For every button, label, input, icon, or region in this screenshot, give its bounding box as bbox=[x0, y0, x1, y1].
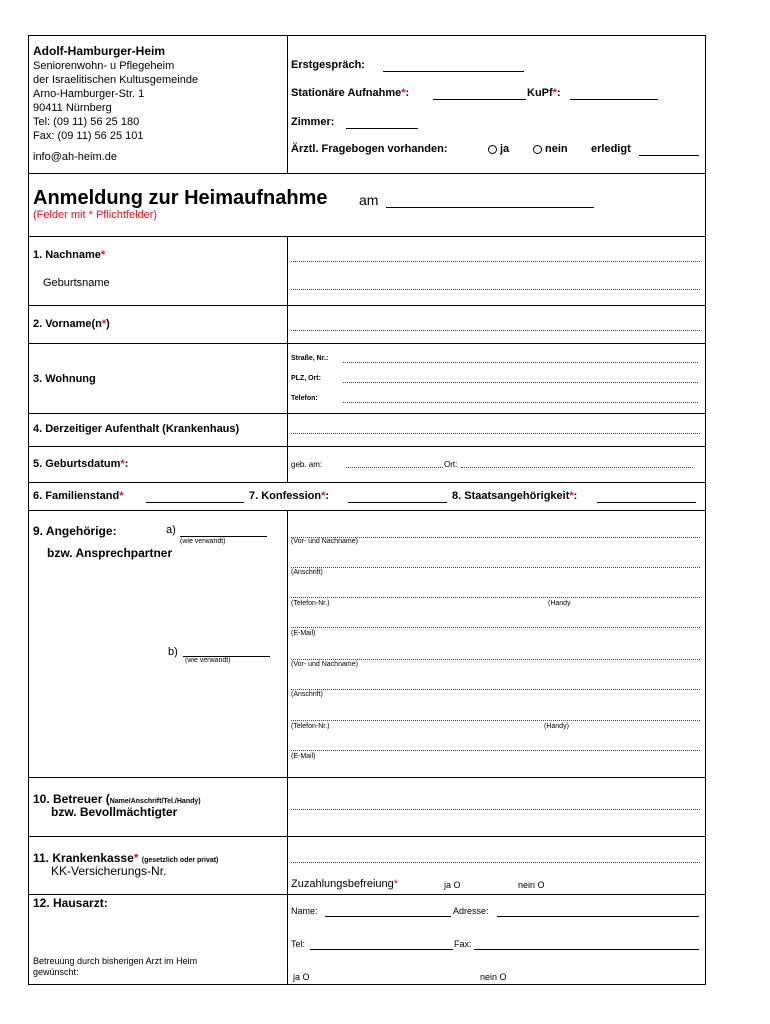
kupf-field[interactable] bbox=[570, 99, 658, 100]
required-note: (Felder mit * Pflichtfelder) bbox=[33, 209, 158, 221]
arzt-fax-field[interactable] bbox=[474, 949, 699, 950]
wohnung-label: 3. Wohnung bbox=[33, 373, 96, 385]
divider-title bbox=[28, 236, 706, 237]
org-line: Tel: (09 11) 56 25 180 bbox=[33, 116, 140, 128]
org-line: 90411 Nürnberg bbox=[33, 102, 112, 114]
arzt-name-field[interactable] bbox=[325, 916, 451, 917]
erledigt-field[interactable] bbox=[639, 155, 699, 156]
zimmer-field[interactable] bbox=[346, 128, 418, 129]
betreuung-line: Betreuung durch bisherigen Arzt im Heim bbox=[33, 956, 198, 966]
divider-4 bbox=[28, 446, 706, 447]
geb-am-field[interactable] bbox=[346, 467, 443, 468]
konfession-label: 7. Konfession*: bbox=[249, 490, 330, 502]
a-name-caption: (Vor- und Nachname) bbox=[291, 538, 358, 545]
radio-nein[interactable] bbox=[533, 145, 542, 154]
erstgespraech-field[interactable] bbox=[383, 71, 524, 72]
nachname-field[interactable] bbox=[291, 261, 700, 262]
arzt-tel-label: Tel: bbox=[291, 939, 306, 949]
b-email-caption: (E-Mail) bbox=[291, 753, 316, 760]
geburtsname-label: Geburtsname bbox=[43, 277, 110, 289]
org-line: Seniorenwohn- u Pflegeheim bbox=[33, 60, 175, 72]
kupf-label: KuPf*: bbox=[527, 87, 561, 99]
org-email: info@ah-heim.de bbox=[33, 151, 117, 163]
fragebogen-label: Ärztl. Fragebogen vorhanden: bbox=[291, 143, 448, 155]
divider-6 bbox=[28, 510, 706, 511]
vorname-label: 2. Vorname(n*) bbox=[33, 318, 110, 330]
b-telefon-field[interactable] bbox=[291, 720, 700, 721]
zuzahlung-nein-option[interactable]: nein O bbox=[518, 880, 545, 890]
geb-ort-label: Ort: bbox=[444, 460, 458, 469]
b-email-field[interactable] bbox=[291, 750, 700, 751]
b-anschrift-caption: (Anschrift) bbox=[291, 691, 323, 698]
divider-header bbox=[28, 173, 706, 174]
radio-ja[interactable] bbox=[488, 145, 497, 154]
b-name-caption: (Vor- und Nachname) bbox=[291, 661, 358, 668]
b-name-field[interactable] bbox=[291, 659, 700, 660]
wie-verwandt-a: (wie verwandt) bbox=[180, 538, 226, 545]
erstgespraech-label: Erstgespräch: bbox=[291, 59, 365, 71]
a-email-caption: (E-Mail) bbox=[291, 630, 316, 637]
page-title: Anmeldung zur Heimaufnahme bbox=[33, 187, 328, 209]
plz-label: PLZ, Ort: bbox=[291, 375, 321, 382]
familienstand-field[interactable] bbox=[146, 502, 244, 503]
divider-10 bbox=[28, 836, 706, 837]
stationaer-field[interactable] bbox=[433, 99, 526, 100]
angehoerige-label: 9. Angehörige: bbox=[33, 524, 117, 538]
aufenthalt-field[interactable] bbox=[291, 433, 700, 434]
geburtsdatum-label: 5. Geburtsdatum*: bbox=[33, 458, 129, 470]
a-anschrift-field[interactable] bbox=[291, 567, 700, 568]
divider-1 bbox=[28, 305, 706, 306]
arzt-tel-field[interactable] bbox=[310, 949, 453, 950]
krankenkasse-field[interactable] bbox=[291, 862, 700, 863]
divider-5 bbox=[28, 482, 706, 483]
org-line: Arno-Hamburger-Str. 1 bbox=[33, 88, 145, 100]
divider-3 bbox=[28, 413, 706, 414]
zimmer-label: Zimmer: bbox=[291, 116, 335, 128]
am-date-field[interactable] bbox=[386, 207, 594, 208]
angehoerige-a-relation-field[interactable] bbox=[180, 536, 267, 537]
divider-9 bbox=[28, 777, 706, 778]
b-anschrift-field[interactable] bbox=[291, 689, 700, 690]
wie-verwandt-b: (wie verwandt) bbox=[185, 657, 231, 664]
plz-field[interactable] bbox=[343, 382, 698, 383]
b-telefon-caption: (Telefon-Nr.) bbox=[291, 723, 330, 730]
konfession-field[interactable] bbox=[348, 502, 447, 503]
a-telefon-caption: (Telefon-Nr.) bbox=[291, 600, 330, 607]
telefon-label: Telefon: bbox=[291, 395, 318, 402]
arzt-adresse-label: Adresse: bbox=[453, 906, 489, 916]
krankenkasse-label: 11. Krankenkasse* (gesetzlich oder privat) bbox=[33, 851, 219, 865]
org-line: der Israelitischen Kultusgemeinde bbox=[33, 74, 199, 86]
staatsangehoerigkeit-label: 8. Staatsangehörigkeit*: bbox=[452, 490, 578, 502]
nachname-label: 1. Nachname* bbox=[33, 249, 106, 261]
geb-am-label: geb. am: bbox=[291, 460, 323, 469]
staatsangehoerigkeit-field[interactable] bbox=[597, 502, 696, 503]
bevollmaechtigter-label: bzw. Bevollmächtigter bbox=[51, 805, 178, 819]
strasse-label: Straße, Nr.: bbox=[291, 355, 329, 362]
strasse-field[interactable] bbox=[343, 362, 698, 363]
org-address bbox=[33, 59, 198, 143]
arzt-name-label: Name: bbox=[291, 906, 318, 916]
zuzahlung-label: Zuzahlungsbefreiung* bbox=[291, 878, 399, 890]
geb-ort-field[interactable] bbox=[461, 467, 693, 468]
org-name: Adolf-Hamburger-Heim bbox=[33, 44, 166, 58]
geburtsname-field[interactable] bbox=[291, 289, 700, 290]
ansprechpartner-label: bzw. Ansprechpartner bbox=[47, 546, 173, 560]
vorname-field[interactable] bbox=[291, 330, 700, 331]
stationaer-label: Stationäre Aufnahme*: bbox=[291, 87, 410, 99]
betreuer-label: 10. Betreuer (Name/Anschrift/Tel./Handy) bbox=[33, 792, 201, 806]
a-telefon-field[interactable] bbox=[291, 597, 700, 598]
a-email-field[interactable] bbox=[291, 627, 700, 628]
fragebogen-ja-option[interactable]: ja bbox=[488, 143, 509, 155]
kk-versicherungs-nr-label: KK-Versicherungs-Nr. bbox=[51, 864, 167, 878]
arzt-fax-label: Fax: bbox=[454, 939, 472, 949]
am-label: am bbox=[359, 192, 379, 208]
a-handy-caption: (Handy bbox=[548, 600, 571, 607]
arzt-adresse-field[interactable] bbox=[497, 916, 699, 917]
a-anschrift-caption: (Anschrift) bbox=[291, 569, 323, 576]
betreuung-line: gewünscht: bbox=[33, 967, 79, 977]
fragebogen-nein-option[interactable]: nein bbox=[533, 143, 568, 155]
erledigt-label: erledigt bbox=[591, 143, 631, 155]
betreuer-field[interactable] bbox=[291, 809, 700, 810]
hausarzt-label: 12. Hausarzt: bbox=[33, 896, 108, 910]
betreuung-ja-option[interactable]: ja O bbox=[293, 972, 310, 982]
col-divider-a bbox=[287, 236, 288, 482]
familienstand-label: 6. Familienstand* bbox=[33, 490, 124, 502]
b-handy-caption: (Handy) bbox=[544, 723, 569, 730]
divider-11 bbox=[28, 894, 706, 895]
telefon-field[interactable] bbox=[343, 402, 698, 403]
org-line: Fax: (09 11) 56 25 101 bbox=[33, 130, 144, 142]
betreuung-nein-option[interactable]: nein O bbox=[480, 972, 507, 982]
divider-2 bbox=[28, 343, 706, 344]
aufenthalt-label: 4. Derzeitiger Aufenthalt (Krankenhaus) bbox=[33, 423, 240, 435]
angehoerige-a-marker: a) bbox=[166, 524, 176, 536]
zuzahlung-ja-option[interactable]: ja O bbox=[444, 880, 461, 890]
angehoerige-b-marker: b) bbox=[168, 646, 178, 658]
betreuung-question bbox=[33, 956, 197, 978]
col-divider-b bbox=[287, 510, 288, 985]
header-divider bbox=[287, 35, 288, 173]
